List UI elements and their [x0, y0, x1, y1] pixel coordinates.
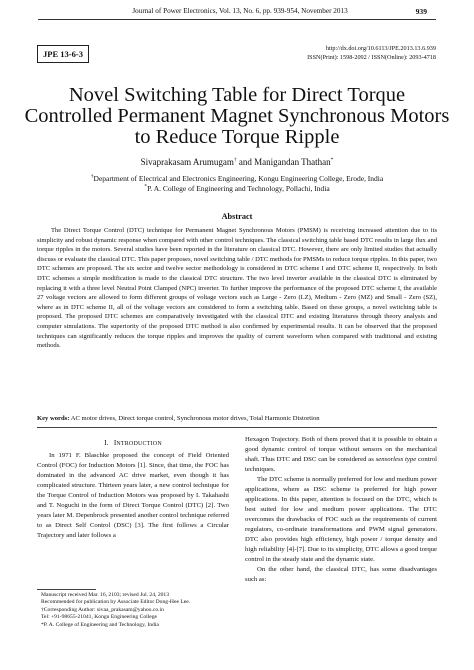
journal-citation: Journal of Power Electronics, Vol. 13, No. 6, pp. 939-954, November 2013 — [132, 7, 348, 15]
abstract-heading: Abstract — [221, 212, 253, 221]
paper-title: Novel Switching Table for Direct Torque Controlled Permanent Magnet Synchronous Motors to Reduce Torque Ripple — [24, 84, 450, 148]
jpe-code-box — [37, 45, 89, 63]
section-title-rest: NTRODUCTION — [116, 441, 162, 447]
author-connector: and — [236, 157, 255, 167]
author-line — [0, 157, 474, 167]
continuation-italic: sensorless type — [375, 456, 417, 463]
doi-block — [307, 44, 436, 62]
footnote-tel: Tel: +91-98655-21041, Kongu Engineering College — [41, 614, 158, 621]
intro-paragraph-2: The DTC scheme is normally preferred for low and medium power applications, where as DSC scheme is preferred for high power applications. In this paper, attention is focused on the DTC, which is best suited for low and medium power applications. The DTC overcomes the drawbacks of FOC such as the requirements of current regulators, co-ordinate transformations and PWM signal generators. DTC also provides high efficiency, high power / torque density and high reliability [4]-[7]. Due to its simplicity, DTC allows a good torque control in the steady state and the dynamic state. — [245, 476, 437, 563]
abstract-rule — [37, 427, 437, 428]
section-numeral: I. — [104, 438, 109, 447]
right-column — [245, 435, 437, 585]
footnote-affiliation: *P. A. College of Engineering and Technology, India — [41, 621, 159, 628]
section-heading-introduction — [37, 438, 229, 449]
author-2-mark: * — [330, 157, 334, 163]
continuation-end: control techniques. — [245, 456, 437, 473]
footnote-corresponding: †Corresponding Author: sivaa_prakasam@yahoo.co.in — [41, 606, 164, 613]
left-column — [37, 438, 229, 541]
page-number: 939 — [415, 7, 427, 16]
jpe-code: JPE 13-6-3 — [43, 49, 83, 59]
footnote-editor: Recommended for publication by Associate Editor Dong-Hee Lee. — [41, 599, 191, 606]
footnote-rule — [37, 589, 96, 590]
abstract-body: The Direct Torque Control (DTC) technique for Permanent Magnet Synchronous Motors (PMSM) is receiving increased attention due to its simplicity and robust dynamic response when compared with other control techniques. The classical switching table based DTC results in large flux and torque ripples in the motors. Several studies have been reported in the literature on classical DTC. However, there are only limited studies that actually discuss or evaluate the classical DTC. This paper proposes, novel switching table / DTC methods for PMSMs to reduce torque ripples. In this paper, two DTC schemes are proposed. The six sector and twelve sector methodology is considered in DTC scheme I and DTC scheme II, respectively. In both DTC schemes a simple modification is made to the classical DTC structure. The two level inverter available in the classical DTC is eliminated by replacing it with a three level Neutral Point Clamped (NPC) inverter. To further improve the performance of the proposed DTC scheme I, the available 27 voltage vectors are allowed to form different groups of voltage vectors such as Large - Zero (LZ), Medium - Zero (MZ) and Small - Zero (SZ), where as in DTC scheme II, all of the voltage vectors are considered to form a switching table. Based on these groups, a novel switching table is proposed. The proposed DTC schemes are comparatively investigated with the classical DTC and existing literatures through theory analysis and computer simulations. The superiority of the proposed DTC method is also confirmed by experimental results. It can be observed that the proposed techniques can significantly reduces the torque ripples and improves the quality of current waveform when compared with traditional and existing methods. — [37, 227, 437, 350]
footnote-received: Manuscript received Mar. 16, 2103; revised Jul. 24, 2013 — [41, 592, 170, 598]
affiliation-1-mark: † — [90, 173, 94, 180]
header-rule — [38, 19, 436, 20]
affiliations — [0, 174, 474, 193]
doi-link[interactable]: http://dx.doi.org/10.6113/JPE.2013.13.6.939 — [325, 45, 436, 52]
affiliation-1-text: Department of Electrical and Electronics Engineering, Kongu Engineering College, Erode, India — [93, 174, 384, 183]
keywords — [37, 415, 437, 422]
intro-continuation — [245, 435, 437, 475]
author-2: Manigandan Thathan — [254, 157, 331, 167]
keywords-label: Key words: — [37, 415, 70, 422]
author-1-mark: † — [233, 157, 237, 163]
continuation-text: Hexagon Trajectory. Both of them proved that it is possible to obtain a good dynamic control of torque without sensors on the mechanical shaft. Thus DTC and DSC can be considered as — [245, 436, 437, 463]
affiliation-2-mark: * — [144, 183, 148, 189]
keywords-text: AC motor drives, Direct torque control, Synchronous motor drives, Total Harmonic Distortion — [69, 415, 320, 422]
intro-paragraph-1: In 1971 F. Blaschke proposed the concept of Field Oriented Control (FOC) for Induction Motors [1]. Since, that time, the FOC has dominated in the advanced AC drive market, even though it has complicated structure. Thirteen years later, a new control technique for the Torque Control of Induction Motors was proposed by I. Takahashi and T. Noguchi in the form of Direct Torque Control (DTC) [2]. Two years later M. Depenbrock presented another control technique referred to as Direct Self Control (DSC) [3]. The first follows a Circular Trajectory and later follows a — [37, 452, 229, 539]
affiliation-1 — [0, 174, 474, 184]
affiliation-2 — [0, 184, 474, 194]
intro-paragraph-3: On the other hand, the classical DTC, has some disadvantages such as: — [245, 566, 437, 583]
footnotes — [37, 589, 229, 629]
issn-line: ISSN(Print): 1598-2092 / ISSN(Online): 2093-4718 — [307, 54, 436, 61]
affiliation-2-text: P. A. College of Engineering and Technology, Pollachi, India — [147, 183, 330, 193]
author-1: Sivaprakasam Arumugam — [140, 157, 234, 167]
section-title-initial: I — [113, 438, 117, 447]
